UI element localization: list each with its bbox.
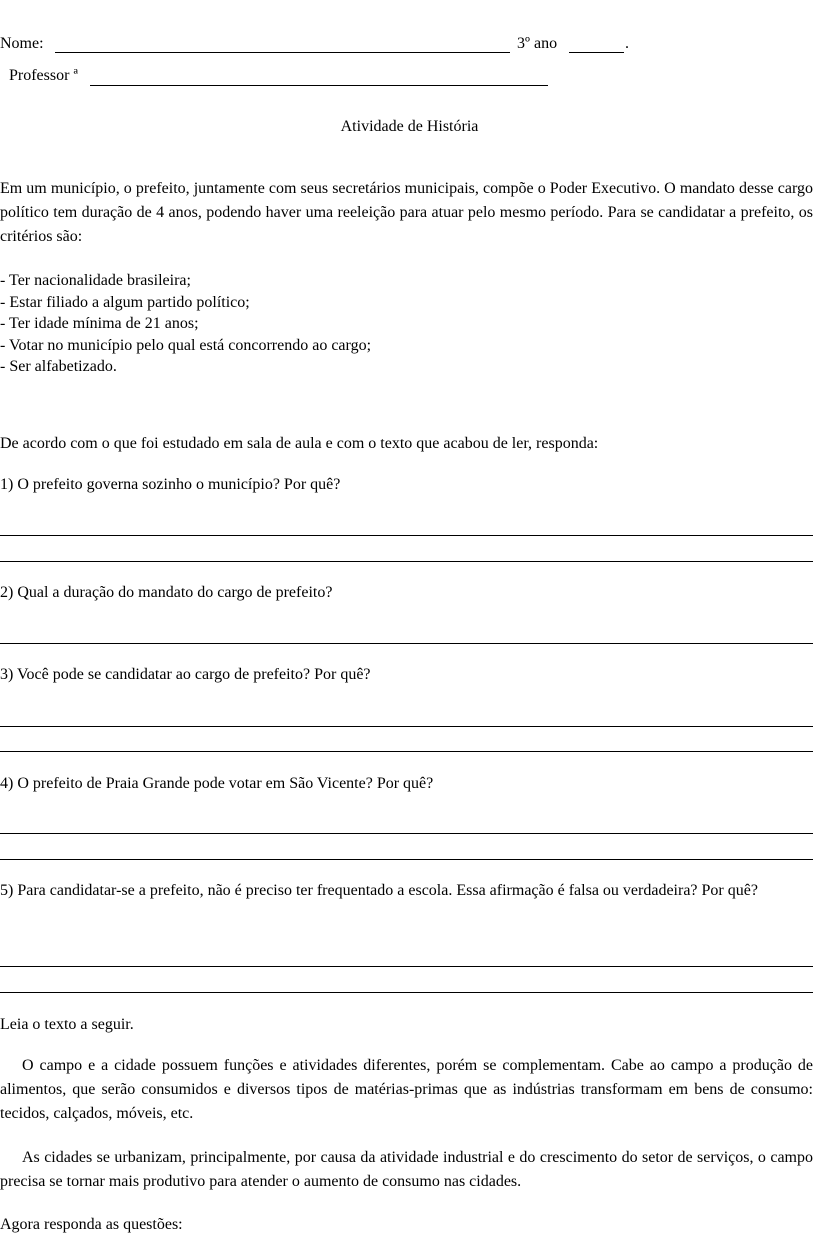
list-item: - Ser alfabetizado. [0,358,117,375]
answer-line[interactable] [0,833,813,834]
grade-label: 3º ano [517,35,558,52]
question-4: 4) O prefeito de Praia Grande pode votar em São Vicente? Por quê? [0,775,434,792]
page-title: Atividade de História [340,118,479,135]
answer-line[interactable] [0,859,813,860]
question-2: 2) Qual a duração do mandato do cargo de prefeito? [0,584,333,601]
answer-line[interactable] [0,751,813,752]
name-label: Nome: [0,35,44,52]
answer-line[interactable] [0,535,813,536]
answer-line[interactable] [0,643,813,644]
text-paragraph: O campo e a cidade possuem funções e atividades diferentes, porém se complementam. Cabe ao campo a produção de alimentos, que serão consumidos e diversos tipos de matérias-primas que as indústrias transformam em bens de consumo: tecidos, calçados, móveis, etc. [0,1057,813,1122]
text-paragraph: As cidades se urbanizam, principalmente, por causa da atividade industrial e do crescimento do setor de serviços, o campo precisa se tornar mais produtivo para atender o aumento de consumo nas cidades. [0,1149,813,1190]
intro-paragraph: Em um município, o prefeito, juntamente com seus secretários municipais, compõe o Poder Executivo. O mandato desse cargo político tem duração de 4 anos, podendo haver uma reeleição para atuar pelo mesmo período. Para se candidatar a prefeito, os critérios são: [0,180,813,245]
read-label: Leia o texto a seguir. [0,1016,134,1033]
name-field-line[interactable] [55,52,510,53]
list-item: - Estar filiado a algum partido político; [0,293,250,311]
grade-field-line[interactable] [569,52,624,53]
answer-line[interactable] [0,992,813,993]
teacher-label: Professor ª [9,67,78,84]
question-5: 5) Para candidatar-se a prefeito, não é preciso ter frequentado a escola. Essa afirmação é falsa ou verdadeira? Por quê? [0,882,758,899]
instruction: De acordo com o que foi estudado em sala de aula e com o texto que acabou de ler, responda: [0,435,599,452]
answer-line[interactable] [0,561,813,562]
grade-end: . [625,35,629,52]
answer-prompt: Agora responda as questões: [0,1216,183,1233]
question-3: 3) Você pode se candidatar ao cargo de prefeito? Por quê? [0,666,371,683]
answer-line[interactable] [0,966,813,967]
list-item: - Ter idade mínima de 21 anos; [0,315,199,332]
answer-line[interactable] [0,726,813,727]
teacher-field-line[interactable] [90,85,548,86]
question-1: 1) O prefeito governa sozinho o município? Por quê? [0,476,341,493]
criteria-list [0,270,371,378]
list-item: - Ter nacionalidade brasileira; [0,272,191,289]
list-item: - Votar no município pelo qual está concorrendo ao cargo; [0,336,372,354]
